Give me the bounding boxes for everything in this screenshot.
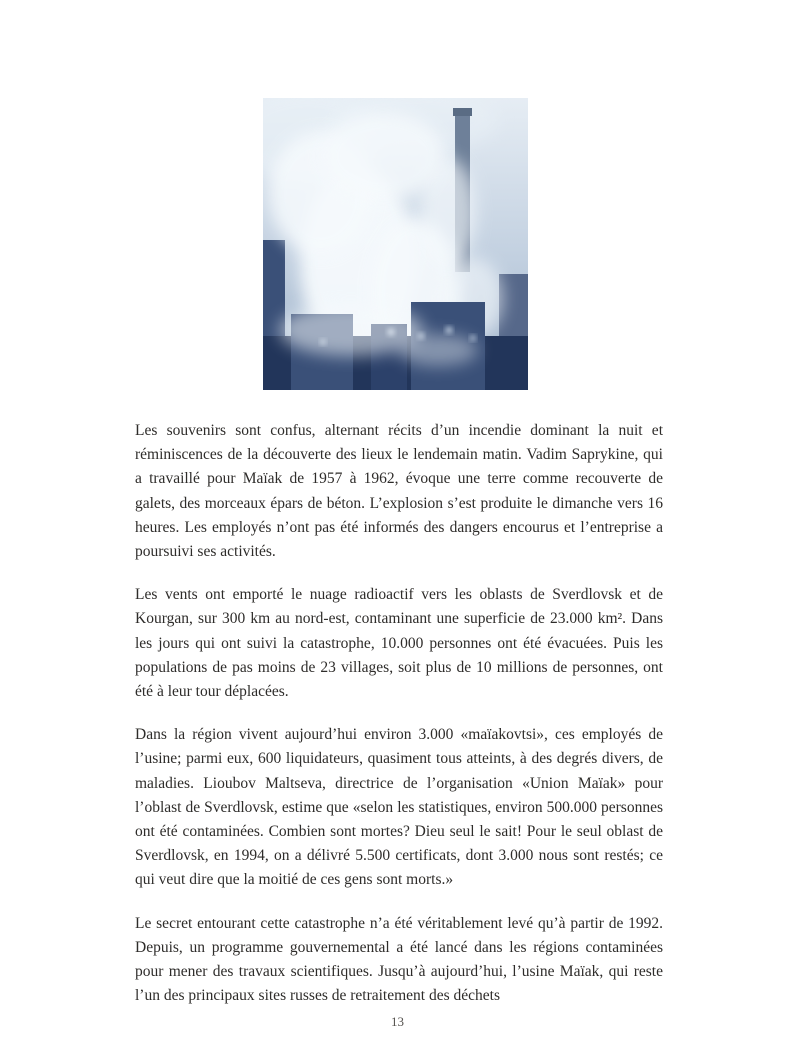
body-text bbox=[135, 419, 663, 1027]
smoke-plume bbox=[398, 334, 478, 366]
page-number: 13 bbox=[391, 1014, 404, 1029]
paragraph: Le secret entourant cette catastrophe n’a été véritablement levé qu’à partir de 1992. Depuis, un programme gouvernemental a été lancé dans les régions contaminées pour mener des travaux scientifiques. Jusqu’à aujourd’hui, l’usine Maïak, qui reste l’un des principaux sites russes de retraitement des déchets bbox=[135, 914, 663, 1005]
photo-illustration bbox=[263, 98, 528, 390]
photo-industrial-plant bbox=[263, 98, 528, 390]
smoke-plume bbox=[321, 112, 445, 200]
factory-light bbox=[471, 336, 476, 341]
chimney-top bbox=[453, 108, 472, 116]
paragraph: Dans la région vivent aujourd’hui environ 3.000 «maïakovtsi», ces employés de l’usine; parmi eux, 600 liquidateurs, quasiment tous atteints, à des degrés divers, de maladies. Lioubov Maltseva, directrice de l’organisation «Union Maïak» pour l’oblast de Sverdlovsk, estime que «selon les statistiques, environ 500.000 personnes ont été contaminées. Combien sont mortes? Dieu seul le sait! Pour le seul oblast de Sverdlovsk, en 1994, on a délivré 5.500 certificats, dont 3.000 nous sont restés; ce qui veut dire que la moitié de ces gens sont morts.» bbox=[135, 726, 663, 889]
factory-light bbox=[446, 327, 452, 333]
paragraph: Les souvenirs sont confus, alternant récits d’un incendie dominant la nuit et réminiscences de la découverte des lieux le lendemain matin. Vadim Saprykine, qui a travaillé pour Maïak de 1957 à 1962, évoque une terre comme recouverte de galets, des morceaux épars de béton. L’explosion s’est produite le dimanche vers 16 heures. Les employés n’ont pas été informés des dangers encourus et l’entreprise a poursuivi ses activités. bbox=[135, 422, 663, 561]
paragraph: Les vents ont emporté le nuage radioactif vers les oblasts de Sverdlovsk et de Kourgan, sur 300 km au nord-est, contaminant une superficie de 23.000 km². Dans les jours qui ont suivi la catastrophe, 10.000 personnes ont été évacuées. Puis les populations de pas moins de 23 villages, soit plus de 10 millions de personnes, ont été à leur tour déplacées. bbox=[135, 586, 663, 701]
